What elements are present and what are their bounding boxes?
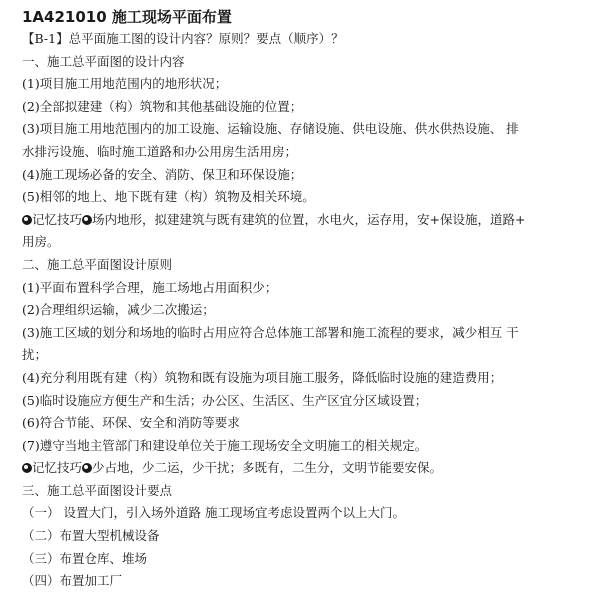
document-title: 1A421010 施工现场平面布置 [22,8,232,26]
section1-item: (3)项目施工用地范围内的加工设施、运输设施、存储设施、供电设施、供水供热设施、 排 [22,121,519,137]
section1-item: (2)全部拟建建（构）筑物和其他基础设施的位置； [22,98,303,114]
section1-memo [22,209,590,232]
memo-bullet-icon [22,463,32,473]
section1-item: (1)项目施工用地范围内的地形状况； [22,76,228,92]
section3-item: （一） 设置大门，引入场外道路 施工现场宜考虑设置两个以上大门。 [22,505,405,521]
memo-bullet-icon [22,215,32,225]
section2-item: (4)充分利用既有建（构）筑物和既有设施为项目施工服务，降低临时设施的建造费用； [22,369,503,385]
document-page [22,6,590,593]
section2-heading: 二、施工总平面图设计原则 [22,256,173,272]
section2-item: (5)临时设施应方便生产和生活；办公区、生活区、生产区宜分区域设置； [22,392,428,408]
section2-item: (6)符合节能、环保、安全和消防等要求 [22,415,240,431]
memo-text: 场内地形，拟建建筑与既有建筑的位置，水电火，运存用，安+保设施，道路+ [92,211,526,227]
memo-bullet-icon [82,215,92,225]
section2-item: (7)遵守当地主管部门和建设单位关于施工现场安全文明施工的相关规定。 [22,437,428,453]
section1-item: 水排污设施、临时施工道路和办公用房生活用房； [22,143,298,159]
section1-heading: 一、施工总平面图的设计内容 [22,53,185,69]
section1-item: (5)相邻的地上、地下既有建（构）筑物及相关环境。 [22,189,315,205]
section3-item: （四）布置加工厂 [22,573,123,589]
memo-label: 记忆技巧 [32,211,83,227]
question-line: 【B-1】总平面施工图的设计内容？原则？要点（顺序）？ [22,31,344,46]
section3-item: （二）布置大型机械设备 [22,528,160,544]
memo-text: 少占地，少二运，少干扰；多既有，二生分，文明节能要安保。 [92,460,443,476]
section3-heading: 三、施工总平面图设计要点 [22,482,173,498]
memo-bullet-icon [82,463,92,473]
section1-item: (4)施工现场必备的安全、消防、保卫和环保设施； [22,166,303,182]
section1-memo-continued: 用房。 [22,234,60,250]
memo-label: 记忆技巧 [32,460,83,476]
section3-item: （三）布置仓库、堆场 [22,550,148,566]
section2-item: (1)平面布置科学合理，施工场地占用面积少； [22,279,278,295]
section2-item: (3)施工区域的划分和场地的临时占用应符合总体施工部署和施工流程的要求，减少相互 干 [22,324,519,340]
section2-item: 扰； [22,347,48,363]
section2-item: (2)合理组织运输，减少二次搬运； [22,302,215,318]
section2-memo [22,457,590,480]
